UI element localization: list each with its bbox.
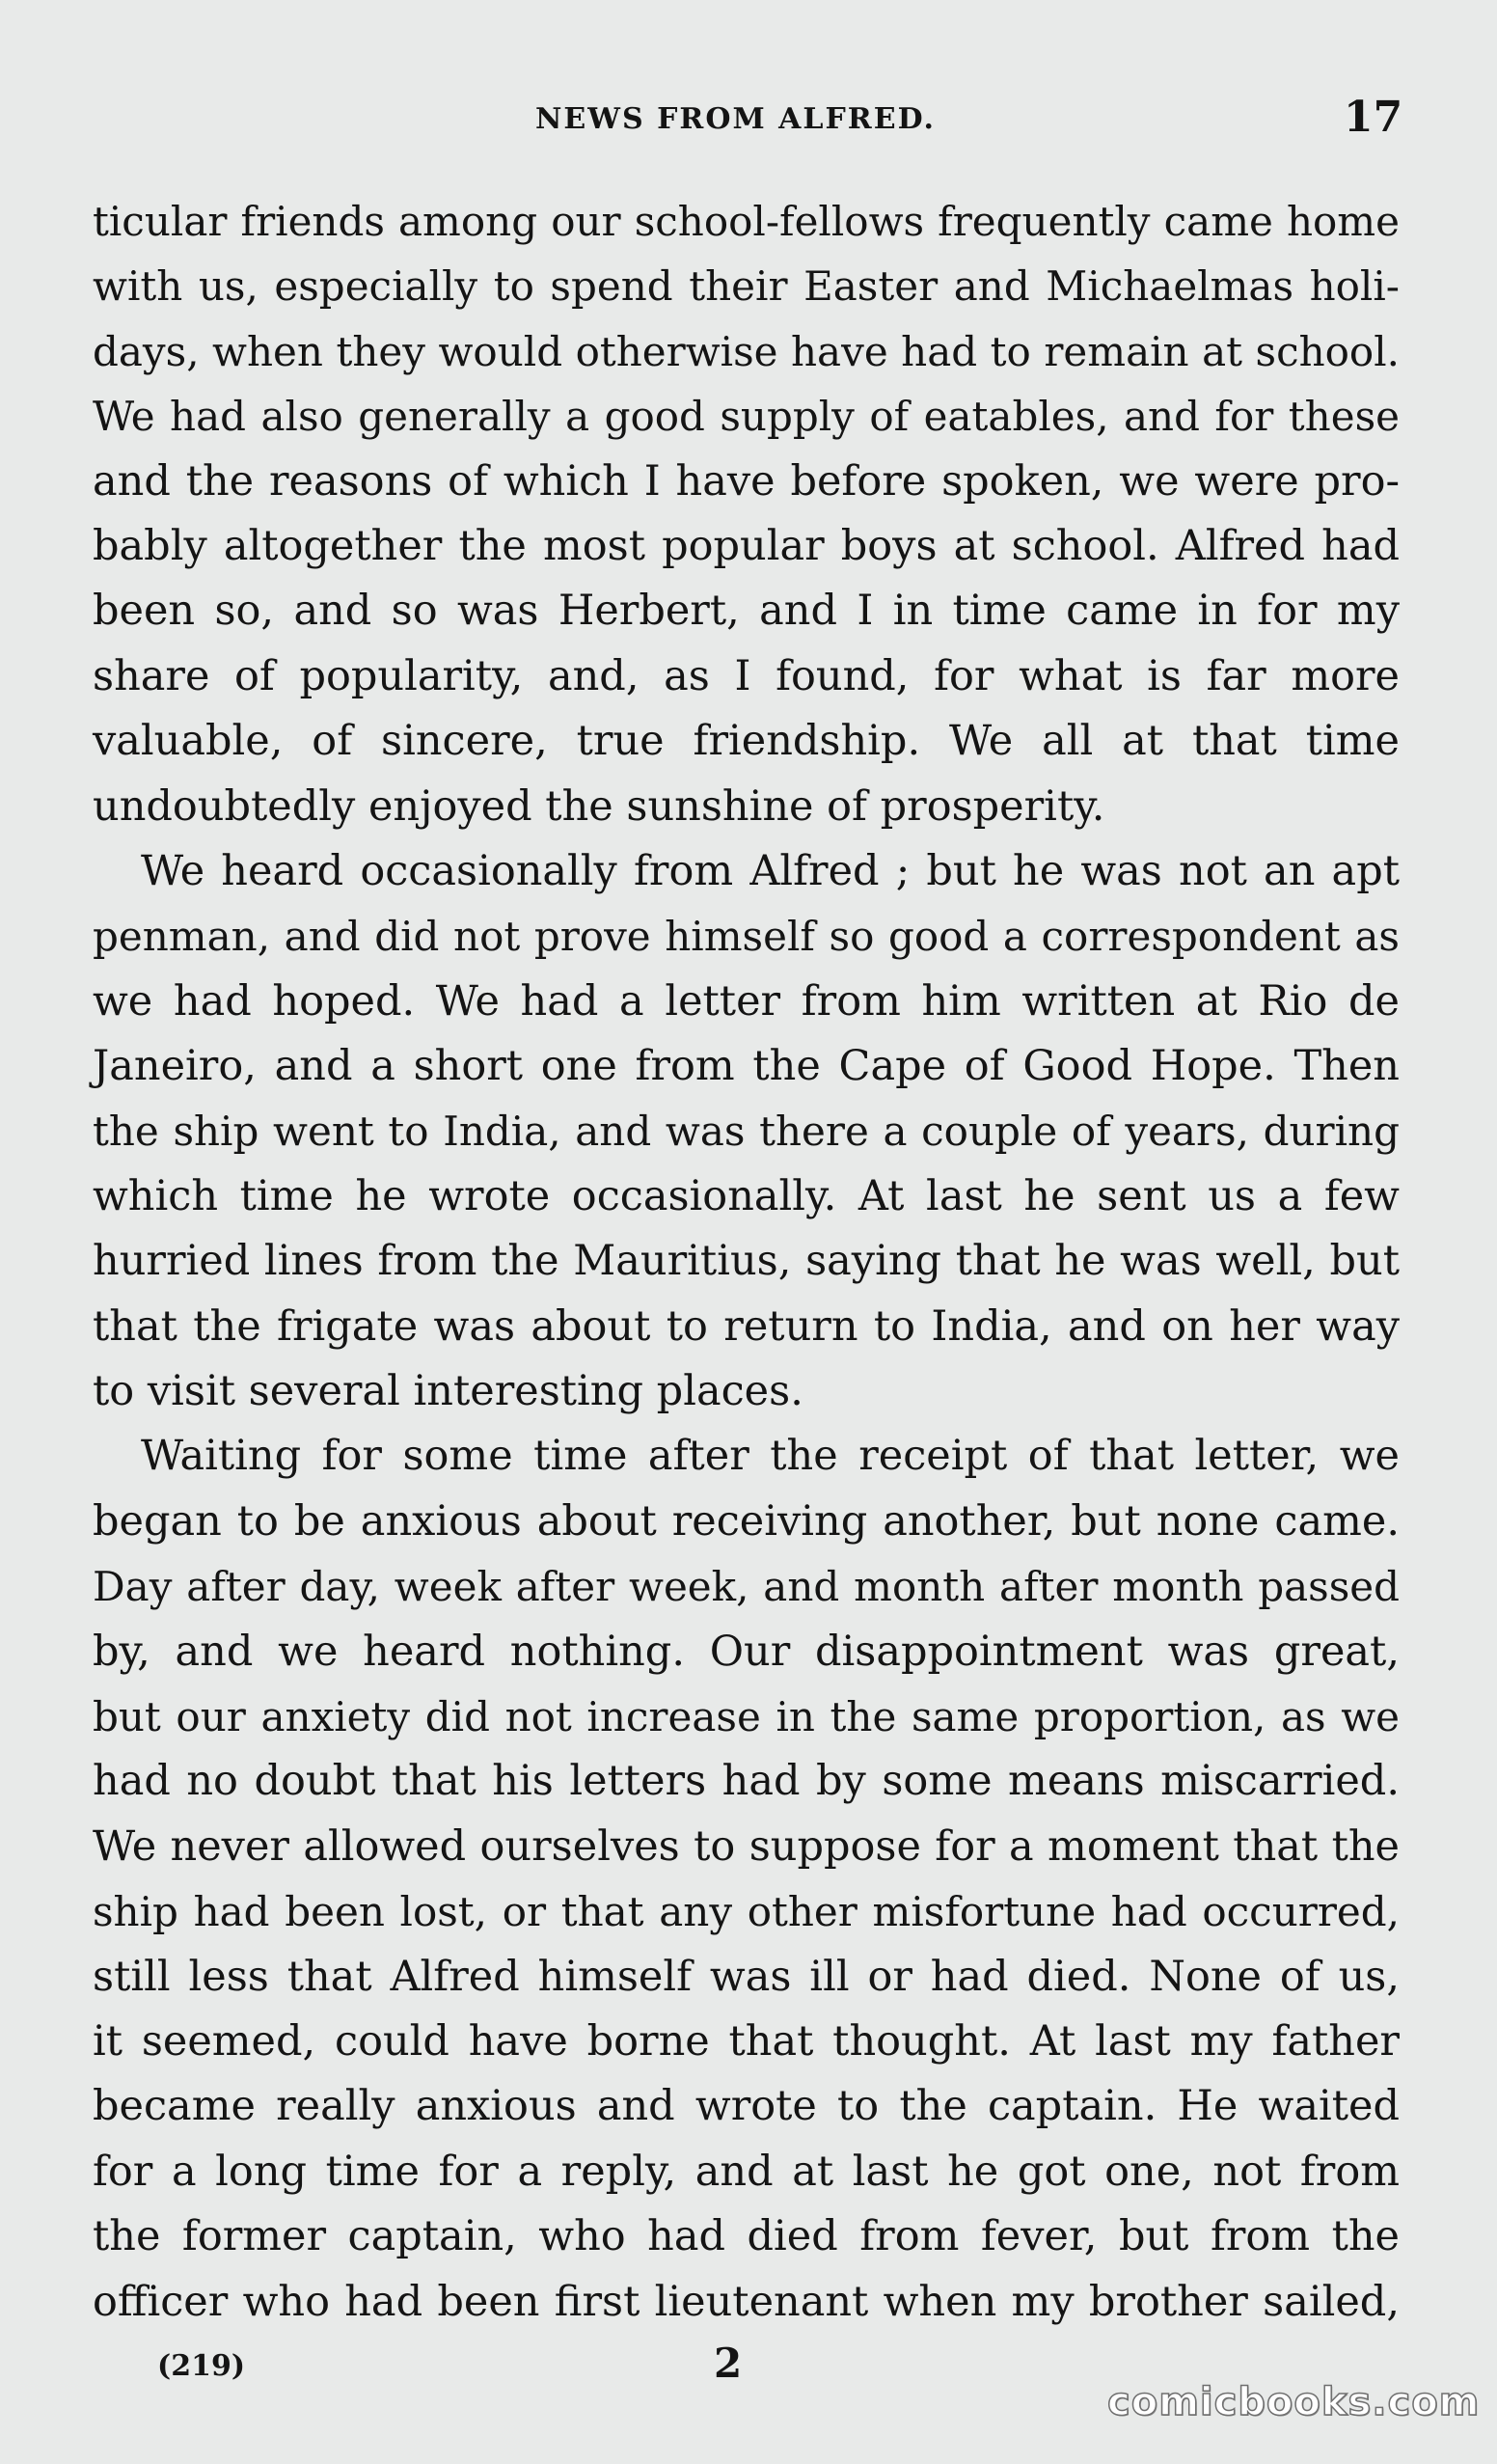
running-head <box>0 93 1497 151</box>
text-line: been so, and so was Herbert, and I in time came in for my <box>93 587 1400 636</box>
text-line: which time he wrote occasionally. At last he sent us a few <box>93 1171 1400 1220</box>
text-line: bably altogether the most popular boys at school. Alfred had <box>93 521 1400 570</box>
text-line: the former captain, who had died from fever, but from the <box>93 2212 1400 2261</box>
text-line: the ship went to India, and was there a couple of years, during <box>93 1108 1400 1156</box>
text-line: with us, especially to spend their Easter and Michaelmas holi- <box>93 262 1400 311</box>
text-line: valuable, of sincere, true friendship. We all at that time <box>93 717 1400 766</box>
text-line: it seemed, could have borne that thought. At last my father <box>93 2016 1400 2066</box>
text-line: to visit several interesting places. <box>93 1367 803 1416</box>
text-line: We heard occasionally from Alfred ; but he was not an apt <box>141 846 1400 895</box>
text-line: We had also generally a good supply of eatables, and for these <box>93 393 1400 441</box>
text-line: began to be anxious about receiving another, but none came. <box>93 1496 1400 1546</box>
text-line: Janeiro, and a short one from the Cape of Good Hope. Then <box>93 1042 1400 1091</box>
text-line: that the frigate was about to return to India, and on her way <box>93 1301 1400 1351</box>
text-line: Waiting for some time after the receipt of that letter, we <box>141 1432 1400 1481</box>
text-line: hurried lines from the Mauritius, saying that he was well, but <box>93 1237 1400 1286</box>
page-number: 17 <box>1344 93 1403 142</box>
text-line: ticular friends among our school-fellows frequently came home <box>93 198 1400 245</box>
text-line: share of popularity, and, as I found, for what is far more <box>93 651 1400 700</box>
text-line: but our anxiety did not increase in the same proportion, as we <box>93 1692 1400 1740</box>
text-line: for a long time for a reply, and at last he got one, not from <box>93 2147 1400 2196</box>
sheet-mark: 2 <box>714 2340 743 2387</box>
body-text <box>93 189 1400 2335</box>
text-line: undoubtedly enjoyed the sunshine of prosperity. <box>93 781 1105 831</box>
text-line: we had hoped. We had a letter from him written at Rio de <box>93 976 1400 1026</box>
text-line: by, and we heard nothing. Our disappointment was great, <box>93 1627 1400 1676</box>
text-line: became really anxious and wrote to the captain. He waited <box>93 2082 1400 2131</box>
text-line: We never allowed ourselves to suppose for a moment that the <box>93 1821 1400 1871</box>
text-line: penman, and did not prove himself so good a correspondent as <box>93 913 1400 961</box>
text-line: and the reasons of which I have before spoken, we were pro- <box>93 456 1400 506</box>
text-line: days, when they would otherwise have had to remain at school. <box>93 327 1400 375</box>
text-line: officer who had been first lieutenant when my brother sailed, <box>93 2277 1400 2326</box>
text-line: had no doubt that his letters had by some means miscarried. <box>93 1757 1400 1806</box>
text-line: ship had been lost, or that any other misfortune had occurred, <box>93 1888 1400 1936</box>
text-line: still less that Alfred himself was ill or had died. None of us, <box>93 1952 1400 2001</box>
running-title: NEWS FROM ALFRED. <box>535 102 936 136</box>
watermark: comicbooks.com <box>1107 2380 1481 2424</box>
signature-mark: (219) <box>157 2349 246 2383</box>
text-line: Day after day, week after week, and month after month passed <box>93 1563 1400 1611</box>
